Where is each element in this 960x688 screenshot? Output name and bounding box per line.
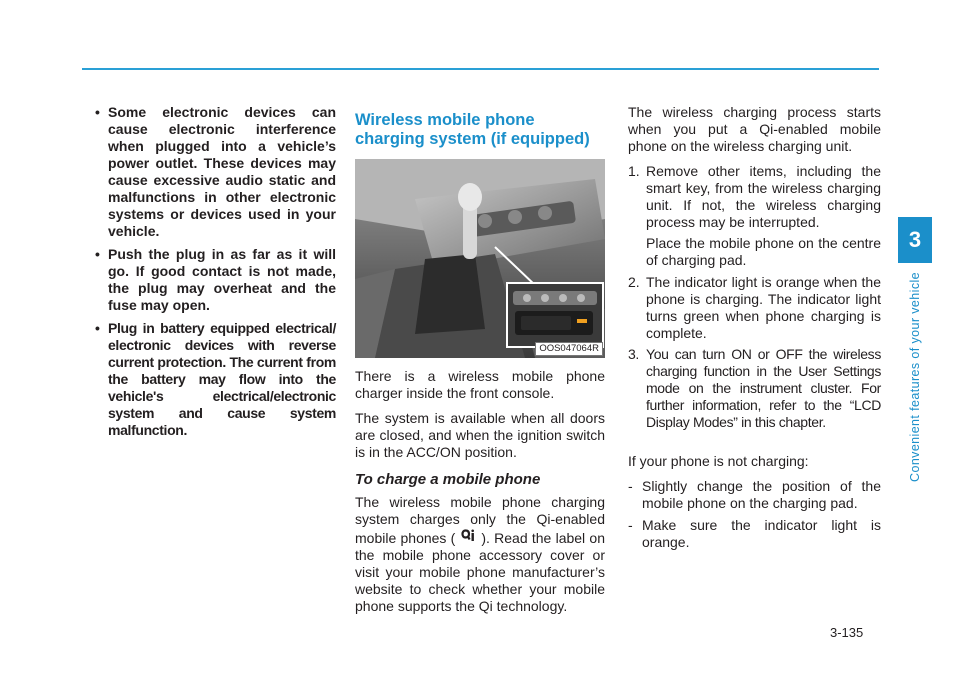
step-text: You can turn ON or OFF the wireless charging function in the User Settings mode on the instrument cluster. For further information, refer to the “LCD Display Modes” in this chapter. [646,346,881,430]
subheading: To charge a mobile phone [355,471,541,488]
dash-item: - Make sure the indicator light is orange. [628,517,881,550]
charge-paragraph [355,494,605,615]
step-number: 2. [628,274,640,290]
step-item [628,346,881,431]
charge-text-before: The wireless mobile phone charging system charges only the Qi-enabled mobile phones ( [355,494,605,546]
chapter-title-text: Convenient features of your vehicle [908,272,922,482]
step-note: Place the mobile phone on the centre of charging pad. [646,235,881,268]
step-item [628,163,881,231]
dash-item: - Slightly change the position of the mobile phone on the charging pad. [628,478,881,511]
step-item [628,274,881,342]
console-illustration [355,159,605,358]
qi-logo-icon [459,528,477,546]
middle-column [355,104,605,623]
dash-text: Make sure the indicator light is orange. [642,517,881,550]
intro-paragraph-1: There is a wireless mobile phone charger inside the front console. [355,368,605,401]
dash-text: Slightly change the position of the mobile phone on the charging pad. [642,478,881,511]
header-rule [82,68,879,70]
step-number: 1. [628,163,640,179]
step-number: 3. [628,346,639,362]
left-column [92,104,336,445]
bullet-item: • Plug in battery equipped electrical/ electronic devices with reverse current protection. The current from the battery may flow into the vehicle's electrical/electronic system and cause system malfunction. [92,320,336,439]
page-number: 3-135 [830,625,864,640]
chapter-title-vertical [903,272,927,497]
photo-code-label: OOS047064R [535,342,603,356]
bullet-item: • Some electronic devices can cause electronic interference when plugged into a vehicle’s power outlet. These devices may cause excessive audio static and malfunctions in other electronic systems or devices used in your vehicle. [92,104,336,240]
not-charging-title: If your phone is not charging: [628,453,809,469]
step-text: Remove other items, including the smart key, from the wireless charging unit. If not, the wireless charging process may be interrupted. [646,163,881,230]
bullet-item: • Push the plug in as far as it will go. If good contact is not made, the plug may overheat and the fuse may open. [92,246,336,314]
right-intro: The wireless charging process starts when you put a Qi-enabled mobile phone on the wireless charging unit. [628,104,881,154]
right-column [628,104,881,556]
console-photo [355,159,605,358]
section-title: Wireless mobile phone charging system (if equipped) [355,111,590,148]
charge-text-after: ). Read the label on the mobile phone accessory cover or visit your mobile phone manufacturer’s website to check whether your mobile phone supports the Qi technology. [355,530,605,614]
chapter-number-badge: 3 [898,217,932,263]
intro-paragraph-2: The system is available when all doors are closed, and when the ignition switch is in the ACC/ON position. [355,410,605,460]
step-text: The indicator light is orange when the phone is charging. The indicator light turns green when phone charging is complete. [646,274,881,341]
